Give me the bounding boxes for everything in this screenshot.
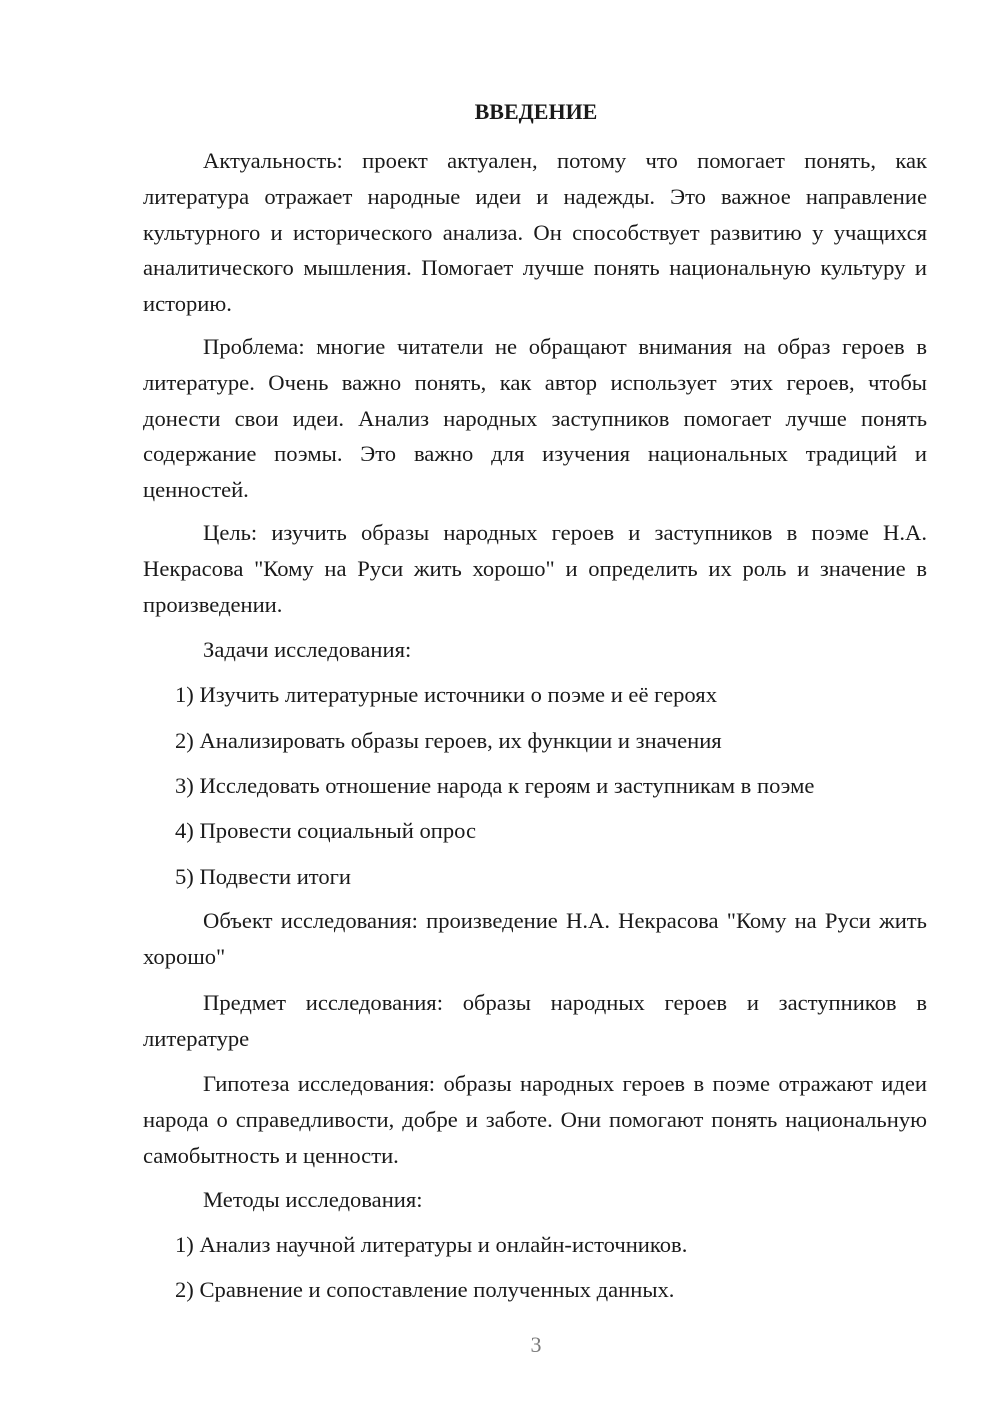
method-item-2: 2) Сравнение и сопоставление полученных данных. <box>175 1277 675 1302</box>
task-item-1: 1) Изучить литературные источники о поэме и её героях <box>175 682 717 707</box>
paragraph-hypothesis: Гипотеза исследования: образы народных героев в поэме отражают идеи народа о справедливости, добре и заботе. Они помогают понять национальную самобытность и ценности. <box>143 1071 927 1168</box>
paragraph-object: Объект исследования: произведение Н.А. Некрасова "Кому на Руси жить хорошо" <box>143 908 927 969</box>
paragraph-subject: Предмет исследования: образы народных героев и заступников в литературе <box>143 990 927 1051</box>
paragraph-tasks-intro: Задачи исследования: <box>203 637 412 662</box>
task-item-4: 4) Провести социальный опрос <box>175 818 477 843</box>
paragraph-methods-intro: Методы исследования: <box>203 1187 423 1212</box>
task-item-2: 2) Анализировать образы героев, их функции и значения <box>175 728 722 753</box>
paragraph-relevance: Актуальность: проект актуален, потому что помогает понять, как литература отражает народные идеи и надежды. Это важное направление культурного и исторического анализа. Он способствует развитию у учащихся аналитического мышления. Помогает лучше понять национальную культуру и историю. <box>143 148 927 317</box>
page-title: ВВЕДЕНИЕ <box>474 99 598 124</box>
page-number: 3 <box>530 1332 542 1357</box>
task-item-5: 5) Подвести итоги <box>175 864 352 889</box>
paragraph-problem: Проблема: многие читатели не обращают внимания на образ героев в литературе. Очень важно понять, как автор использует этих героев, чтобы донести свои идеи. Анализ народных заступников помогает лучше понять содержание поэмы. Это важно для изучения национальных традиций и ценностей. <box>143 334 927 503</box>
task-item-3: 3) Исследовать отношение народа к героям и заступникам в поэме <box>175 773 815 798</box>
paragraph-goal: Цель: изучить образы народных героев и заступников в поэме Н.А. Некрасова "Кому на Руси жить хорошо" и определить их роль и значение в произведении. <box>143 520 927 617</box>
method-item-1: 1) Анализ научной литературы и онлайн-источников. <box>175 1232 688 1257</box>
